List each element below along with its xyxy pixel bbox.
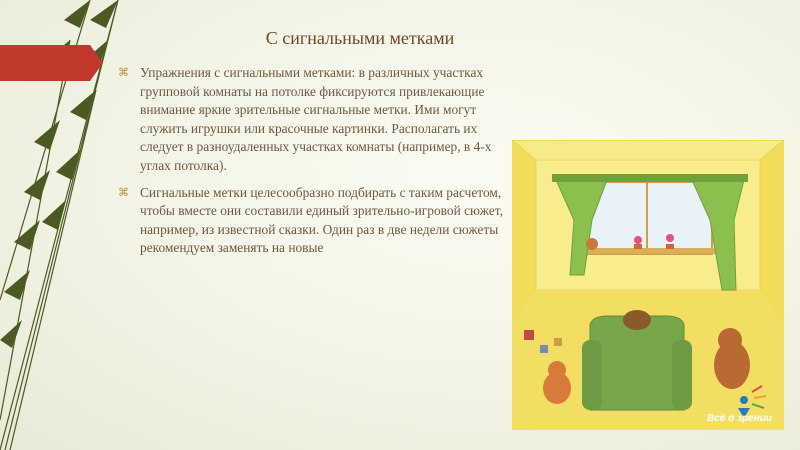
- slide-title: С сигнальными метками: [265, 28, 455, 48]
- bullet-text: Упражнения с сигнальными метками: в различных участках групповой комнаты на потолке фиксируются привлекающие внимание яркие зрительные сигнальные метки. Ими могут служить игрушки или красочные картинки. Располагать их следует в разноудаленных участках комнаты (например, в 4-х углах потолка).: [140, 65, 492, 173]
- bullet-list: [118, 64, 503, 266]
- bullet-icon: ⌘: [118, 185, 129, 199]
- title-accent-bar: [0, 45, 103, 81]
- room-illustration: [512, 140, 784, 430]
- child-head: [623, 310, 651, 330]
- bullet-item: [118, 64, 503, 176]
- toy-block: [524, 330, 534, 340]
- toy-block: [554, 338, 562, 346]
- room-illustration-drawing: [512, 140, 784, 430]
- toy-block: [540, 345, 548, 353]
- armchair: [590, 316, 684, 410]
- bullet-text: Сигнальные метки целесообразно подбирать с таким расчетом, чтобы вместе они составили единый зрительно-игровой сюжет, например, из известной сказки. Один раз в две недели сюжеты рекомендуем заменять на новые: [140, 184, 503, 256]
- bullet-item: [118, 184, 503, 258]
- teddy-bear-icon: [586, 238, 598, 250]
- bullet-icon: ⌘: [118, 66, 129, 79]
- logo-text: Всё о зрении: [706, 413, 772, 424]
